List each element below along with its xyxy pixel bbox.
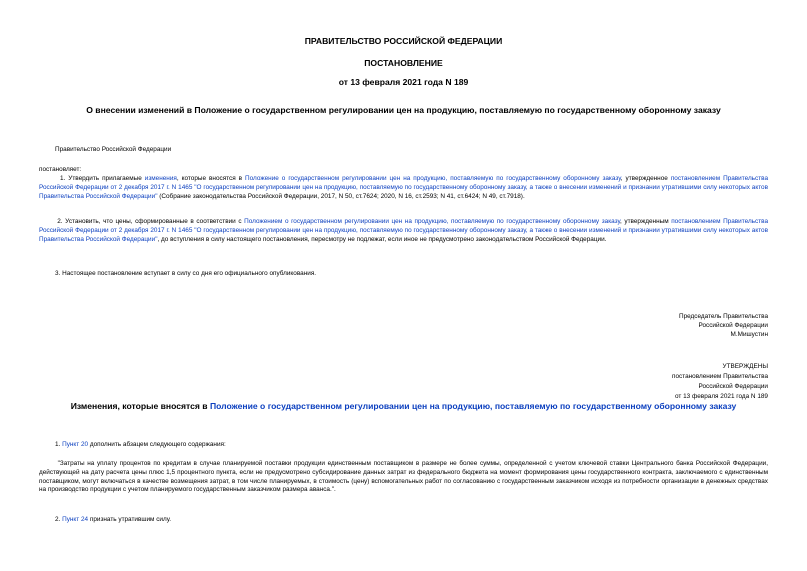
link-resolution-1465[interactable]: постановлением Правительства Российской Федерации от 2 декабря 2017 г. N 1465 "О государственном регулировании цен на продукцию, поставляемую по государственному оборонному заказу, а также о внесении изменений и признании утратившими силу некоторых актов Правительства Российской Федерации"	[39, 175, 769, 200]
approved-by: постановлением Правительства	[672, 373, 768, 380]
amendment-1-text: дополнить абзацем следующего содержания:	[88, 441, 226, 448]
paragraph-1	[39, 175, 768, 201]
document-date-number: от 13 февраля 2021 года N 189	[338, 77, 469, 87]
document-title: О внесении изменений в Положение о государственном регулировании цен на продукцию, поставляемую по государственному оборонному заказу	[86, 105, 721, 115]
approved-heading: УТВЕРЖДЕНЫ	[722, 363, 768, 370]
p2-text-c: , до вступления в силу настоящего постановления, пересмотру не подлежат, если иное не предусмотрено законодательством Российской Федерации.	[157, 235, 607, 243]
link-regulation-2[interactable]: Положением о государственном регулировании цен на продукцию, поставляемую по государственному оборонному заказу	[244, 218, 621, 225]
p2-text-b: , утвержденным	[620, 218, 672, 225]
document-type: ПОСТАНОВЛЕНИЕ	[364, 58, 443, 68]
p1-text-b: , которые вносятся в	[176, 175, 246, 182]
paragraph-3: 3. Настоящее постановление вступает в силу со дня его официального опубликования.	[55, 270, 317, 277]
signature-name: М.Мишустин	[730, 331, 768, 338]
p2-text-a: 2. Установить, что цены, сформированные в соответствии с	[57, 218, 245, 225]
link-item-24[interactable]: Пункт 24	[62, 516, 89, 523]
amendment-quote-text: "Затраты на уплату процентов по кредитам в случае планируемой поставки продукции единственным поставщиком в размере не более суммы, определенной с учетом ключевой ставки Центрального банка Российской Федерации, действующей на дату расчета цены плюс 1,5 процентного пункта, если не предусмотрено субсидирование данных затрат из федерального бюджета на момент формирования цены государственного контракта, заключаемого с единственным поставщиком, могут включаться в качестве возмещения затрат, в том числе планируемых, в стоимость (цену) вспомогательных работ по согласованию с государственным заказчиком исходя из потребности организации в денежных средствах на производство продукции с учетом планируемого государственным заказчиком размера аванса.".	[39, 460, 768, 494]
p1-text-a: 1. Утвердить прилагаемые	[59, 175, 145, 182]
amendment-quote	[39, 460, 768, 495]
p1-text-d: (Собрание законодательства Российской Федерации, 2017, N 50, ст.7624; 2020, N 16, ст.2593; N 41, ст.6424; N 49, ст.7918).	[157, 192, 525, 200]
signature-country: Российской Федерации	[698, 322, 768, 329]
government-heading: ПРАВИТЕЛЬСТВО РОССИЙСКОЙ ФЕДЕРАЦИИ	[304, 36, 503, 46]
link-regulation[interactable]: Положение о государственном регулировании цен на продукцию, поставляемую по государственному оборонному заказу	[245, 175, 621, 182]
signature-position: Председатель Правительства	[679, 313, 768, 320]
amendments-title	[0, 401, 807, 411]
link-resolution-1465-2[interactable]: постановлением Правительства Российской Федерации от 2 декабря 2017 г. N 1465 "О государственном регулировании цен на продукцию, поставляемую по государственному оборонному заказу, а также о внесении изменений и признании утратившими силу некоторых актов Правительства Российской Федерации"	[39, 218, 769, 243]
amendment-2	[55, 516, 171, 525]
amendment-1	[55, 441, 226, 450]
amendment-1-num: 1.	[55, 441, 63, 448]
decides-text: постановляет:	[39, 166, 82, 173]
link-item-20[interactable]: Пункт 20	[62, 441, 89, 448]
paragraph-2	[39, 218, 768, 244]
link-regulation-3[interactable]: Положение о государственном регулировании цен на продукцию, поставляемую по государственному оборонному заказу	[209, 401, 737, 411]
amendment-2-text: признать утратившим силу.	[88, 516, 172, 523]
approved-country: Российской Федерации	[698, 383, 768, 390]
amendments-title-text: Изменения, которые вносятся в	[70, 401, 210, 411]
intro-text: Правительство Российской Федерации	[55, 146, 172, 153]
link-changes[interactable]: изменения	[144, 175, 177, 182]
approved-date: от 13 февраля 2021 года N 189	[675, 393, 768, 400]
p1-text-c: , утвержденное	[620, 175, 671, 182]
amendment-2-num: 2.	[55, 516, 63, 523]
